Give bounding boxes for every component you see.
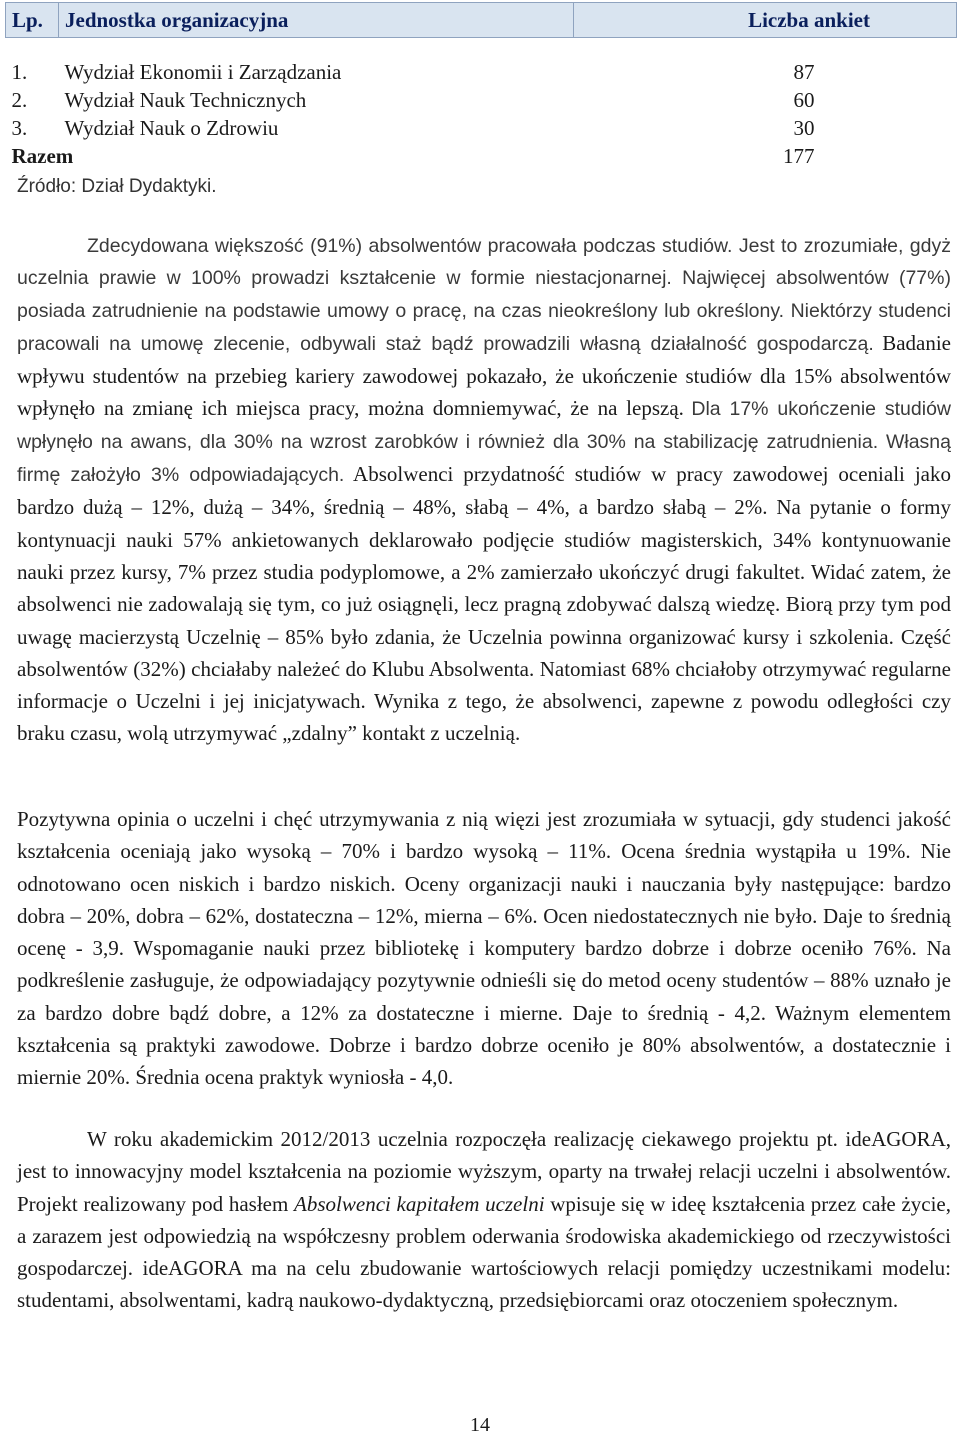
paragraph-graduate-employment xyxy=(17,230,951,750)
row-unit: Wydział Nauk Technicznych xyxy=(64,87,307,112)
total-count: 177 xyxy=(783,143,815,168)
table-source-note: Źródło: Dział Dydaktyki. xyxy=(17,176,217,197)
row-number: 3. xyxy=(11,115,28,140)
survey-count-table xyxy=(5,2,957,170)
header-count: Liczba ankiet xyxy=(573,3,956,38)
table-total-row xyxy=(6,142,957,170)
row-unit: Wydział Nauk o Zdrowiu xyxy=(64,115,279,140)
row-count: 30 xyxy=(793,115,815,140)
paragraph-segment: Dla 17% ukończenie studiów wpłynęło na awans, dla 30% na wzrost zarobków i również dla 30% na stabilizację zatrudnienia. Własną firmę założyło 3% odpowiadających. xyxy=(17,398,952,487)
paragraph-quality-ratings: Pozytywna opinia o uczelni i chęć utrzymywania z nią więzi jest zrozumiała w sytuacji, gdy studenci jakość kształcenia oceniają jako wysoką – 70% i bardzo wysoką – 11%. Ocena średnia wystąpiła u 19%. Nie odnotowano ocen niskich i bardzo niskich. Oceny organizacji nauki i nauczania były następujące: bardzo dobra – 20%, dobra – 62%, dostateczna – 12%, mierna – 6%. Ocen niedostatecznych nie było. Daje to średnią ocenę - 3,9. Wspomaganie nauki przez bibliotekę i komputery bardzo dobrze i dobrze oceniło 76%. Na podkreślenie zasługuje, że odpowiadający pozytywnie odnieśli się do metod oceny studentów – 88% uznało je za bardzo dobre bądź dobre, a 12% za dostateczne i mierne. Daje to średnią - 4,2. Ważnym elementem kształcenia są praktyki zawodowe. Dobrze i bardzo dobrze oceniło je 80% absolwentów, a dostatecznie i miernie 20%. Średnia ocena praktyk wyniosła - 4,0. xyxy=(17,807,951,1090)
table-row xyxy=(6,58,957,86)
header-lp: Lp. xyxy=(6,3,59,38)
paragraph-segment: wpisuje się w ideę kształcenia przez całe życie, a zarazem jest odpowiedzią na współczesny problem oderwania środowiska akademickiego od rzeczywistości gospodarczej. ideAGORA ma na celu zbudowanie wartościowych relacji pomiędzy uczestnikami modelu: studentami, absolwentami, kadrą naukowo-dydaktyczną, przedsiębiorcami oraz otoczeniem społecznym. xyxy=(17,1191,951,1313)
page-number: 14 xyxy=(470,1414,490,1436)
table-header-row xyxy=(6,3,957,38)
paragraph-segment: W roku akademickim 2012/2013 uczelnia rozpoczęła realizację ciekawego projektu pt. ideAGORA, jest to innowacyjny model kształcenia na poziomie wyższym, oparty na trwałej relacji uczelni i absolwentów. Projekt realizowany pod hasłem xyxy=(17,1127,951,1216)
row-count: 60 xyxy=(793,87,815,112)
total-label: Razem xyxy=(11,143,74,168)
table-row xyxy=(6,86,957,114)
row-count: 87 xyxy=(793,59,815,84)
row-unit: Wydział Ekonomii i Zarządzania xyxy=(64,59,342,84)
paragraph-ideagora xyxy=(17,1123,951,1317)
paragraph-segment: Badanie wpływu studentów na przebieg kariery zawodowej pokazało, że ukończenie studiów dla 15% absolwentów wpłynęło na zmianę ich miejsca pracy, można domniemywać, że na lepszą. xyxy=(17,330,952,421)
paragraph-segment: Absolwenci przydatność studiów w pracy zawodowej oceniali jako bardzo dużą – 12%, dużą – 34%, średnią – 48%, słabą – 4%, a bardzo słabą – 2%. Na pytanie o formy kontynuacji nauki 57% ankietowanych deklarowało podjęcie studiów magisterskich, 34% kontynuowanie nauki przez kursy, 7% przez studia podyplomowe, a 2% zamierzało ukończyć drugi fakultet. Widać zatem, że absolwenci nie zadowalają się tym, co już osiągnęli, lecz pragną zdobywać dalszą wiedzę. Biorą przy tym pod uwagę macierzystą Uczelnię – 85% było zdania, że Uczelnia powinna organizować kursy i szkolenia. Część absolwentów (32%) chciałaby należeć do Klubu Absolwenta. Natomiast 68% chciałoby otrzymywać regularne informacje o Uczelni i jej inicjatywach. Wynika z tego, że absolwenci, zapewne z powodu odległości czy braku czasu, wolą utrzymywać „zdalny” kontakt z uczelnią. xyxy=(17,462,951,746)
row-number: 1. xyxy=(11,59,28,84)
project-slogan: Absolwenci kapitałem uczelni xyxy=(294,1191,545,1216)
row-number: 2. xyxy=(11,87,28,112)
table-spacer xyxy=(6,38,957,59)
paragraph-segment: Zdecydowana większość (91%) absolwentów pracowała podczas studiów. Jest to zrozumiałe, gdyż uczelnia prawie w 100% prowadzi kształcenie w formie niestacjonarnej. Najwięcej absolwentów (77%) posiada zatrudnienie na podstawie umowy o pracę, na czas nieokreślony lub określony. Niektórzy studenci pracowali na umowę zlecenie, odbywali staż bądź prowadzili własną działalność gospodarczą. xyxy=(17,235,951,355)
header-unit: Jednostka organizacyjna xyxy=(59,3,574,38)
table-row xyxy=(6,114,957,142)
